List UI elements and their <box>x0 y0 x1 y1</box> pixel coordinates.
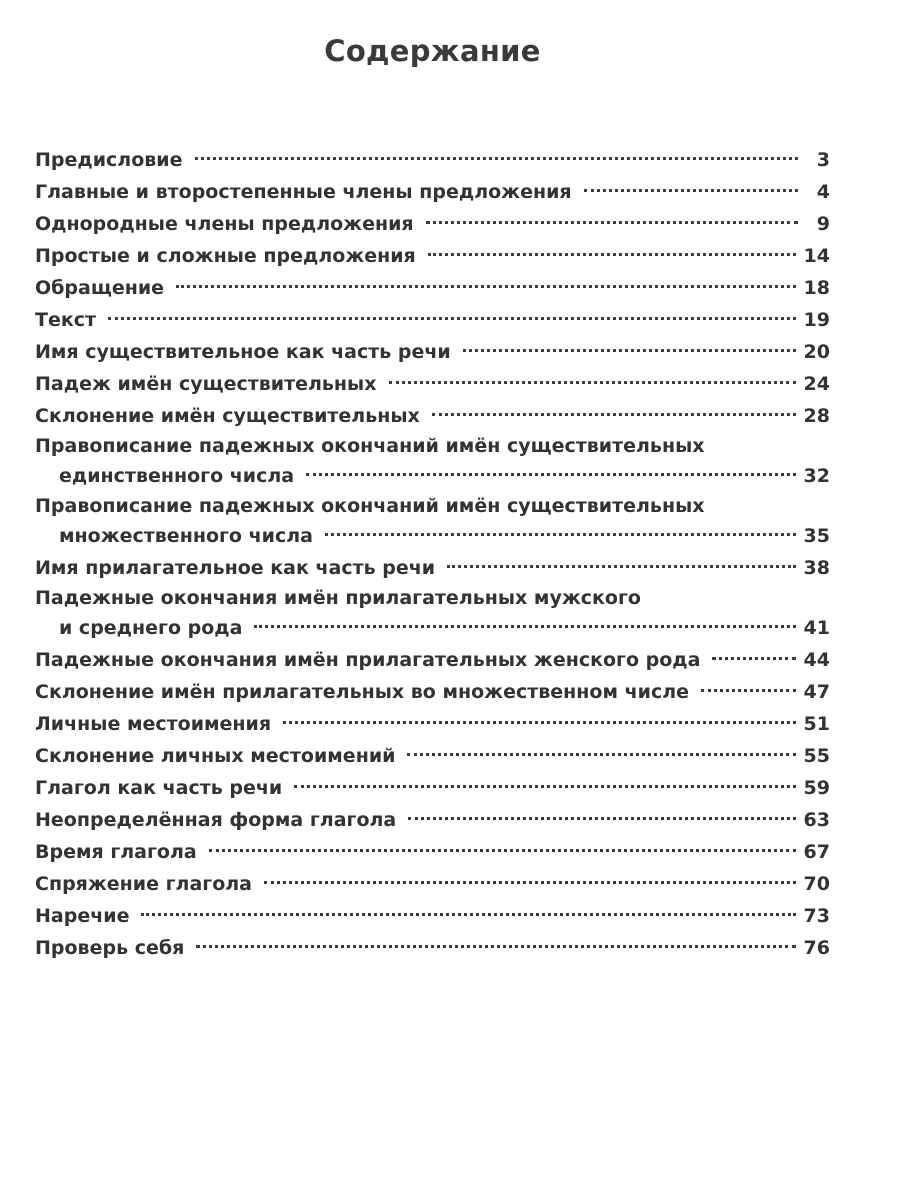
toc-entry <box>35 400 830 432</box>
dot-leader <box>426 221 798 224</box>
toc-entry-page: 67 <box>803 841 830 863</box>
toc-entry <box>35 176 830 208</box>
dot-leader <box>176 285 795 288</box>
toc-entry-page: 73 <box>803 905 830 927</box>
toc-entry-page: 63 <box>803 809 830 831</box>
toc-entry <box>35 144 830 176</box>
toc-entry-page: 47 <box>803 681 830 703</box>
toc-entry-title: Проверь себя <box>35 937 185 959</box>
toc-entry-title: Время глагола <box>35 841 197 863</box>
dot-leader <box>141 913 795 916</box>
toc-entry <box>35 644 830 676</box>
toc-entry-page: 35 <box>803 525 830 547</box>
toc-entry <box>35 304 830 336</box>
toc-entry-title: Падеж имён существительных <box>35 373 377 395</box>
toc-entry <box>35 432 830 492</box>
toc-entry-title: Текст <box>35 309 97 331</box>
dot-leader <box>209 849 796 852</box>
toc-entry-page: 28 <box>803 405 830 427</box>
page-title: Содержание <box>324 34 541 68</box>
dot-leader <box>283 721 795 724</box>
dot-leader <box>294 785 795 788</box>
toc-entry-page: 20 <box>803 341 830 363</box>
toc-entry <box>35 772 830 804</box>
toc-entry <box>35 868 830 900</box>
toc-entry-title: Падежные окончания имён прилагательных женского рода <box>35 649 701 671</box>
toc-entry-page: 38 <box>803 557 830 579</box>
toc-entry-title: Обращение <box>35 277 165 299</box>
dot-leader <box>108 317 796 320</box>
toc-entry-title: Склонение имён существительных <box>35 405 420 427</box>
dot-leader <box>428 253 796 256</box>
toc-entry-page: 18 <box>803 277 830 299</box>
dot-leader <box>306 473 795 476</box>
toc-entry <box>35 740 830 772</box>
toc-entry <box>35 900 830 932</box>
toc-entry <box>35 836 830 868</box>
toc-entry <box>35 708 830 740</box>
toc-entry-page: 44 <box>803 649 830 671</box>
toc-entry-title: Однородные члены предложения <box>35 213 414 235</box>
dot-leader <box>196 945 795 948</box>
toc-entry-page: 70 <box>803 873 830 895</box>
dot-leader <box>432 413 796 416</box>
toc-entry-title: Наречие <box>35 905 130 927</box>
toc-entry-page: 59 <box>803 777 830 799</box>
toc-entry <box>35 676 830 708</box>
toc-entry <box>35 932 830 964</box>
dot-leader <box>447 565 795 568</box>
toc-entry-title: Предисловие <box>35 149 183 171</box>
dot-leader <box>389 381 796 384</box>
toc-entry-continuation <box>35 460 830 492</box>
toc-entry-title-line2: множественного числа <box>59 525 313 547</box>
toc-entry-page: 9 <box>816 213 830 235</box>
toc-entry-title-line1: Правописание падежных окончаний имён существительных <box>35 435 705 457</box>
toc-entry-page: 55 <box>803 745 830 767</box>
toc-entry-title: Имя прилагательное как часть речи <box>35 557 436 579</box>
toc-entry-title-line2: и среднего рода <box>59 617 243 639</box>
toc-entry <box>35 492 830 552</box>
toc-entry-title-line1: Правописание падежных окончаний имён существительных <box>35 495 705 517</box>
toc-entry-title: Склонение имён прилагательных во множественном числе <box>35 681 690 703</box>
dot-leader <box>254 625 795 628</box>
toc-entry-title: Имя существительное как часть речи <box>35 341 451 363</box>
toc-entry-title: Спряжение глагола <box>35 873 252 895</box>
toc-entry-page: 41 <box>803 617 830 639</box>
toc-entry-title: Главные и второстепенные члены предложения <box>35 181 572 203</box>
dot-leader <box>408 817 795 820</box>
toc-entry-page: 3 <box>816 149 830 171</box>
dot-leader <box>407 753 795 756</box>
toc-entry <box>35 804 830 836</box>
toc-entry-page: 4 <box>816 181 830 203</box>
toc-entry-page: 19 <box>803 309 830 331</box>
dot-leader <box>195 157 798 160</box>
toc-entry <box>35 240 830 272</box>
toc-entry <box>35 584 830 644</box>
toc-entry-title: Личные местоимения <box>35 713 272 735</box>
toc-entry <box>35 272 830 304</box>
toc-entry-title: Склонение личных местоимений <box>35 745 396 767</box>
dot-leader <box>584 189 798 192</box>
toc-entry-page: 51 <box>803 713 830 735</box>
table-of-contents <box>35 144 830 964</box>
toc-entry-title: Простые и сложные предложения <box>35 245 416 267</box>
dot-leader <box>325 533 796 536</box>
dot-leader <box>712 657 795 660</box>
toc-entry-page: 76 <box>803 937 830 959</box>
toc-entry-page: 14 <box>803 245 830 267</box>
toc-entry <box>35 208 830 240</box>
toc-entry-continuation <box>35 612 830 644</box>
toc-entry-continuation <box>35 520 830 552</box>
toc-entry <box>35 368 830 400</box>
dot-leader <box>264 881 796 884</box>
dot-leader <box>463 349 796 352</box>
toc-entry-title-line1: Падежные окончания имён прилагательных мужского <box>35 587 641 609</box>
toc-entry-page: 24 <box>803 373 830 395</box>
dot-leader <box>701 689 796 692</box>
toc-entry-title-line2: единственного числа <box>59 465 295 487</box>
toc-entry <box>35 336 830 368</box>
toc-entry-page: 32 <box>803 465 830 487</box>
toc-entry-title: Неопределённая форма глагола <box>35 809 397 831</box>
toc-entry-title: Глагол как часть речи <box>35 777 283 799</box>
toc-entry <box>35 552 830 584</box>
